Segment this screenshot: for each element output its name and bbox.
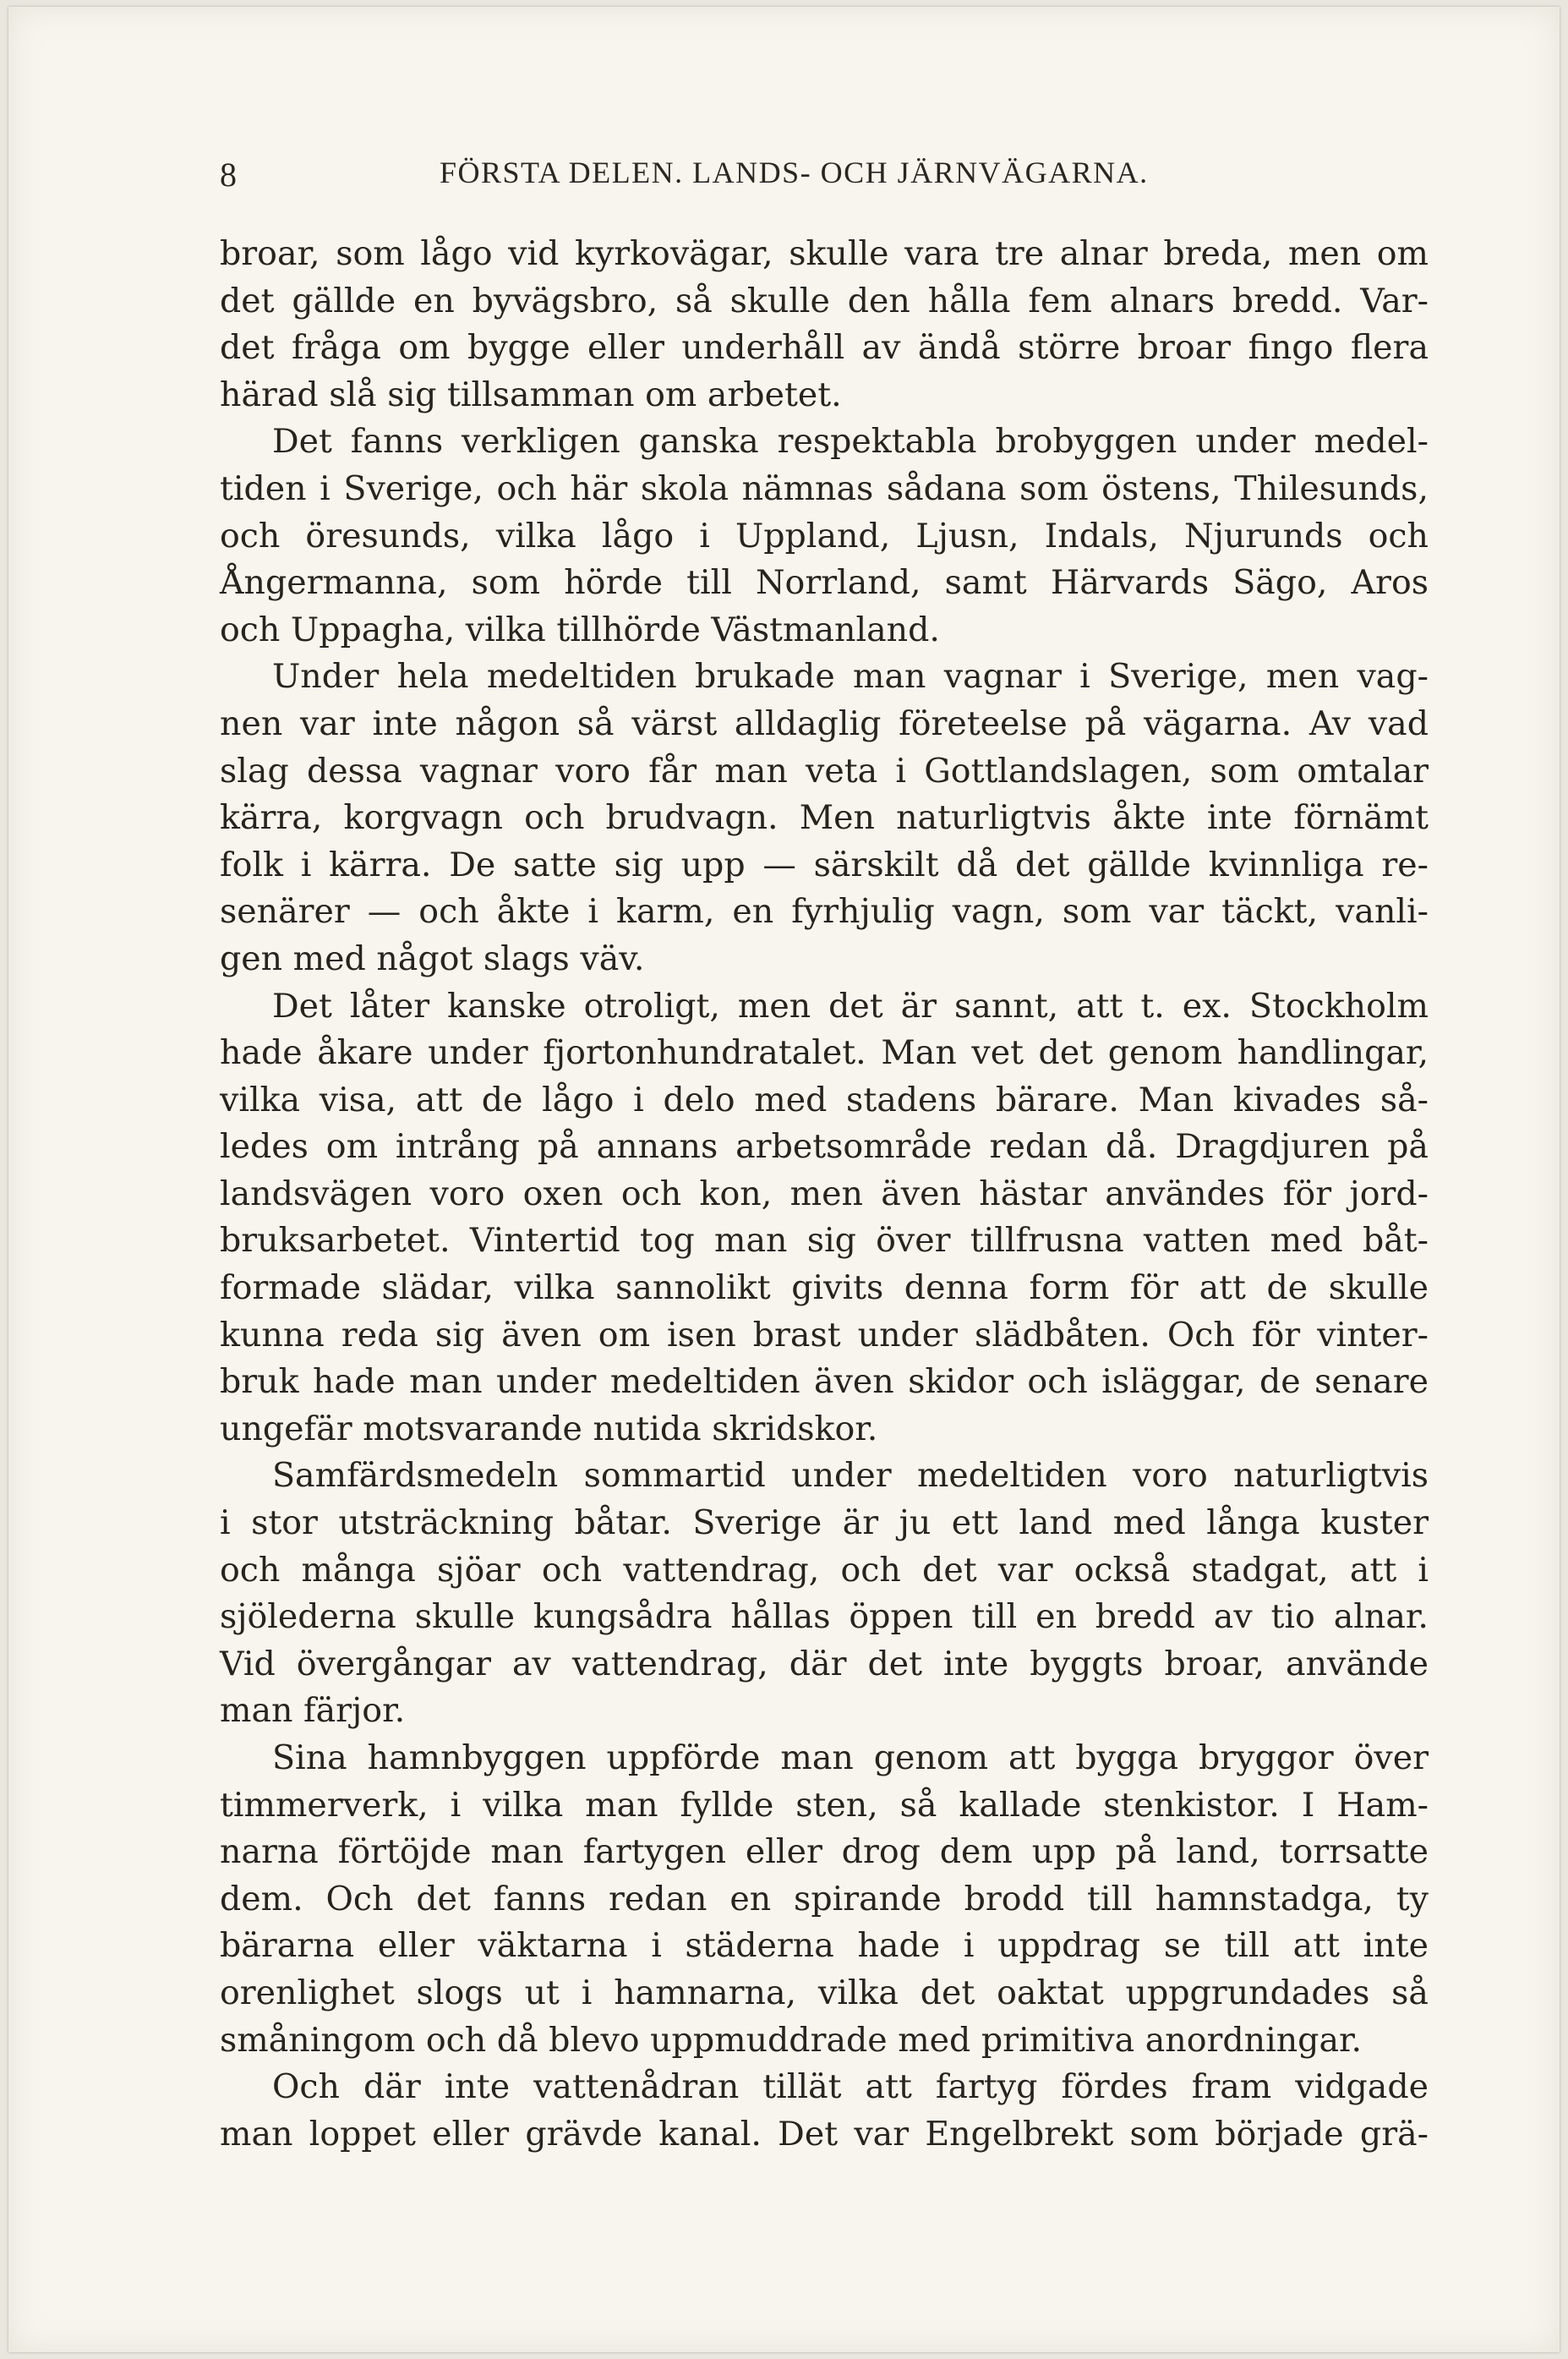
- body-text: [220, 231, 1429, 2158]
- paragraph-2: [220, 419, 1429, 654]
- text-line: nen var inte någon så värst alldaglig företeelse på vägarna. Av vad: [220, 703, 1429, 743]
- text-line: och öresunds, vilka lågo i Uppland, Ljusn, Indals, Njurunds och: [220, 516, 1429, 556]
- text-line: landsvägen voro oxen och kon, men även hästar användes för jord-: [220, 1174, 1429, 1213]
- text-line: formade slädar, vilka sannolikt givits denna form för att de skulle: [220, 1268, 1429, 1308]
- text-line: folk i kärra. De satte sig upp — särskilt då det gällde kvinnliga re-: [220, 845, 1429, 884]
- text-line: småningom och då blevo uppmuddrade med primitiva anordningar.: [220, 2020, 1363, 2060]
- text-line: sjölederna skulle kungsådra hållas öppen till en bredd av tio alnar.: [220, 1597, 1429, 1637]
- paragraph-1: [220, 231, 1429, 419]
- text-line: ungefär motsvarande nutida skridskor.: [220, 1409, 878, 1448]
- text-line: dem. Och det fanns redan en spirande brodd till hamnstadga, ty: [220, 1879, 1429, 1918]
- text-line: man färjor.: [220, 1691, 406, 1731]
- text-line: broar, som lågo vid kyrkovägar, skulle vara tre alnar breda, men om: [220, 234, 1429, 273]
- text-line: narna förtöjde man fartygen eller drog dem upp på land, torrsatte: [220, 1832, 1429, 1872]
- text-line: härad slå sig tillsamman om arbetet.: [220, 375, 842, 414]
- text-line: det fråga om bygge eller underhåll av ändå större broar fingo flera: [220, 328, 1429, 368]
- paragraph-3: [220, 654, 1429, 982]
- text-line: bruk hade man under medeltiden även skidor och isläggar, de senare: [220, 1362, 1429, 1402]
- page-number: 8: [220, 156, 237, 194]
- text-line: och Uppagha, vilka tillhörde Västmanland.: [220, 610, 940, 649]
- paragraph-6: [220, 1735, 1429, 2064]
- text-line: slag dessa vagnar voro får man veta i Gottlandslagen, som omtalar: [220, 751, 1429, 791]
- text-line: kärra, korgvagn och brudvagn. Men naturligtvis åkte inte förnämt: [220, 798, 1429, 838]
- text-line: tiden i Sverige, och här skola nämnas sådana som östens, Thilesunds,: [220, 468, 1429, 508]
- paragraph-7: [220, 2064, 1429, 2158]
- text-line: Det låter kanske otroligt, men det är sannt, att t. ex. Stockholm: [272, 986, 1429, 1026]
- text-line: Sina hamnbyggen uppförde man genom att bygga bryggor över: [272, 1738, 1429, 1777]
- text-line: det gällde en byvägsbro, så skulle den hålla fem alnars bredd. Var-: [220, 281, 1429, 320]
- text-line: ledes om intrång på annans arbetsområde redan då. Dragdjuren på: [220, 1127, 1429, 1167]
- text-line: kunna reda sig även om isen brast under slädbåten. Och för vinter-: [220, 1315, 1429, 1355]
- text-line: timmerverk, i vilka man fyllde sten, så kallade stenkistor. I Ham-: [220, 1785, 1429, 1825]
- paragraph-4: [220, 983, 1429, 1453]
- text-line: i stor utsträckning båtar. Sverige är ju ett land med långa kuster: [220, 1503, 1429, 1543]
- text-line: och många sjöar och vattendrag, och det var också stadgat, att i: [220, 1550, 1429, 1590]
- page-header: [220, 155, 1445, 205]
- text-line: Samfärdsmedeln sommartid under medeltiden voro naturligtvis: [272, 1456, 1429, 1496]
- text-line: vilka visa, att de lågo i delo med stadens bärare. Man kivades så-: [220, 1080, 1429, 1119]
- text-line: Vid övergångar av vattendrag, där det inte byggts broar, använde: [220, 1644, 1429, 1683]
- text-line: Det fanns verkligen ganska respektabla brobyggen under medel-: [272, 422, 1429, 462]
- text-line: bärarna eller väktarna i städerna hade i uppdrag se till att inte: [220, 1926, 1429, 1966]
- text-line: hade åkare under fjortonhundratalet. Man vet det genom handlingar,: [220, 1033, 1429, 1073]
- text-line: man loppet eller grävde kanal. Det var Engelbrekt som började grä-: [220, 2114, 1429, 2154]
- text-line: Och där inte vattenådran tillät att fartyg fördes fram vidgade: [272, 2067, 1429, 2107]
- text-line: bruksarbetet. Vintertid tog man sig över tillfrusna vatten med båt-: [220, 1221, 1429, 1261]
- text-line: senärer — och åkte i karm, en fyrhjulig vagn, som var täckt, vanli-: [220, 892, 1429, 932]
- text-line: gen med något slags väv.: [220, 939, 645, 978]
- text-line: Under hela medeltiden brukade man vagnar i Sverige, men vag-: [272, 657, 1429, 697]
- paragraph-5: [220, 1453, 1429, 1735]
- text-line: orenlighet slogs ut i hamnarna, vilka det oaktat uppgrundades så: [220, 1973, 1429, 2012]
- text-line: Ångermanna, som hörde till Norrland, samt Härvards Sägo, Aros: [220, 563, 1429, 603]
- running-head: FÖRSTA DELEN. LANDS- OCH JÄRNVÄGARNA.: [440, 156, 1149, 189]
- book-page: [8, 7, 1560, 2352]
